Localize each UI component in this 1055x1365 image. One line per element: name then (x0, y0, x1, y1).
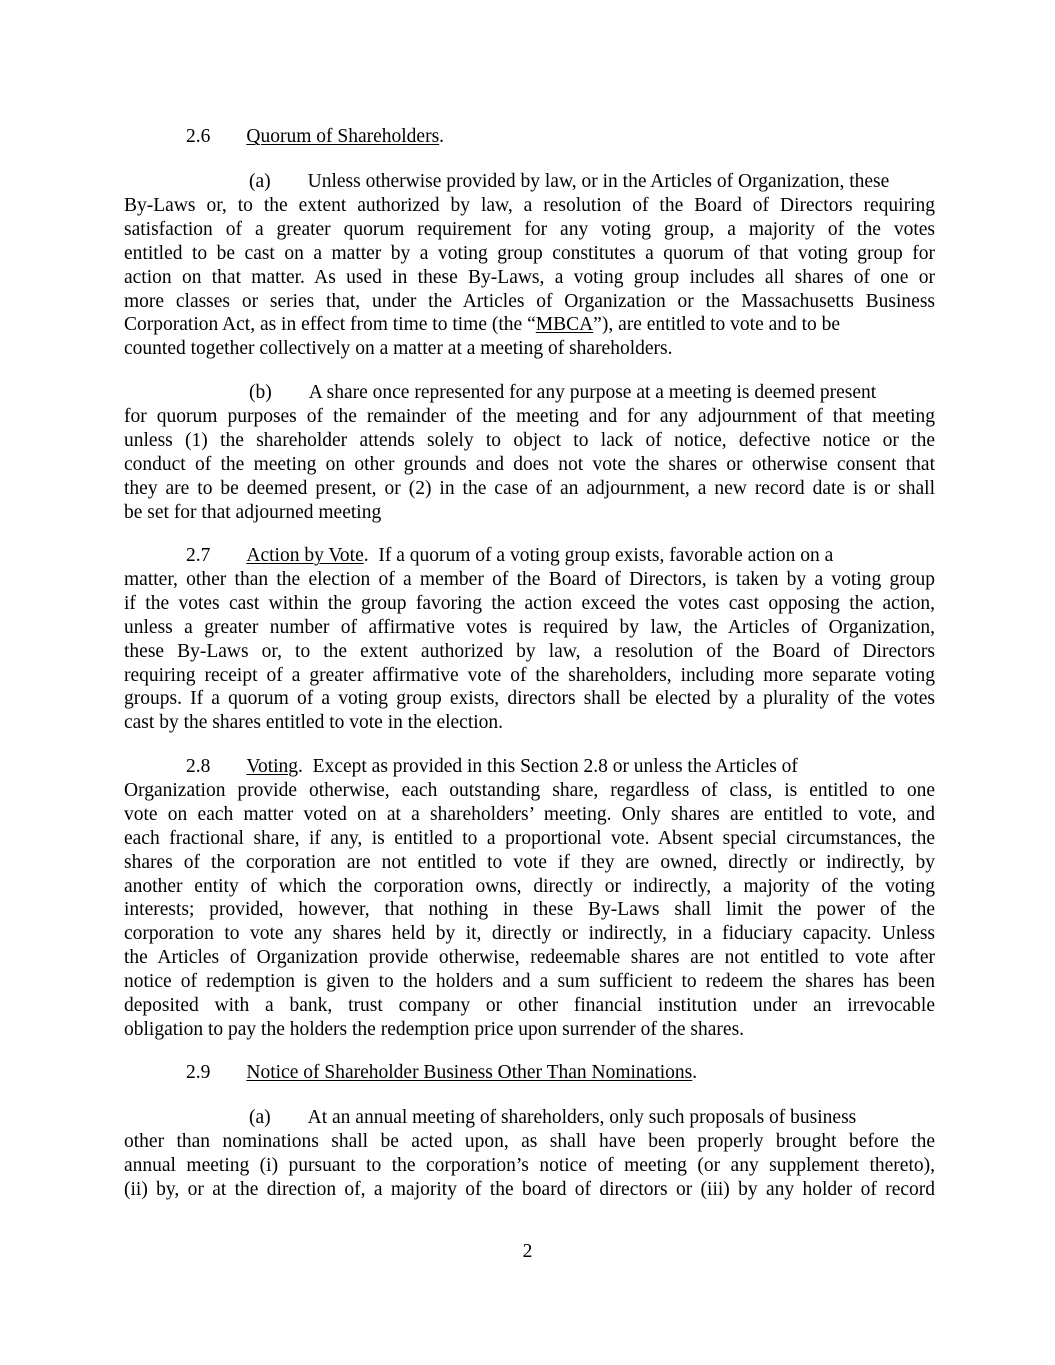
section-2-8 (124, 755, 935, 1042)
paragraph-line: these By-Laws or, to the extent authorized by law, a resolution of the Board of Directors (124, 640, 935, 662)
paragraph-line: other than nominations shall be acted upon, as shall have been properly brought before the (124, 1130, 935, 1152)
paragraph-line: for quorum purposes of the remainder of the meeting and for any adjournment of that meeting (124, 405, 935, 427)
section-title: Voting (246, 756, 299, 777)
paragraph-line: vote on each matter voted on at a shareholders’ meeting. Only shares are entitled to vote, and (124, 803, 935, 825)
subsection-label: (a) (249, 1107, 271, 1128)
paragraph-line: requiring receipt of a greater affirmative vote of the shareholders, including more separate voting (124, 664, 935, 686)
paragraph-line: unless a greater number of affirmative votes is required by law, the Articles of Organization, (124, 616, 935, 638)
paragraph-line: shares of the corporation are not entitled to vote if they are owned, directly or indirectly, by (124, 851, 935, 873)
paragraph-line: Organization provide otherwise, each outstanding share, regardless of class, is entitled to one (124, 779, 935, 801)
paragraph-line: A share once represented for any purpose at a meeting is deemed present (308, 382, 877, 403)
section-number: 2.6 (186, 126, 211, 147)
paragraph-line: unless (1) the shareholder attends solely to object to lack of notice, defective notice or the (124, 429, 935, 451)
paragraph-line: obligation to pay the holders the redemption price upon surrender of the shares. (124, 1018, 745, 1040)
paragraph-line: entitled to be cast on a matter by a voting group constitutes a quorum of that voting group for (124, 242, 935, 264)
paragraph-2-9-a (124, 1106, 935, 1202)
paragraph-line: . If a quorum of a voting group exists, favorable action on a (363, 545, 834, 566)
paragraph-line: counted together collectively on a matter at a meeting of shareholders. (124, 338, 673, 360)
section-title: Notice of Shareholder Business Other Than Nominations (246, 1062, 693, 1083)
paragraph-line: action on that matter. As used in these By-Laws, a voting group includes all shares of one or (124, 266, 935, 288)
paragraph-line: At an annual meeting of shareholders, only such proposals of business (307, 1107, 857, 1128)
paragraph-line: interests; provided, however, that nothing in these By-Laws shall limit the power of the (124, 899, 935, 921)
paragraph-line: each fractional share, if any, is entitled to a proportional vote. Absent special circumstances, the (124, 827, 935, 849)
section-number: 2.7 (186, 545, 211, 566)
section-number: 2.9 (186, 1062, 211, 1083)
section-number: 2.8 (186, 756, 211, 777)
paragraph-line: By-Laws or, to the extent authorized by law, a resolution of the Board of Directors requiring (124, 194, 935, 216)
section-2-7 (124, 544, 935, 735)
paragraph-line: . Except as provided in this Section 2.8 or unless the Articles of (298, 756, 798, 777)
section-title: Action by Vote (246, 545, 364, 566)
paragraph-line: corporation to vote any shares held by it, directly or indirectly, in a fiduciary capacity. Unless (124, 923, 935, 945)
paragraph-line: if the votes cast within the group favoring the action exceed the votes cast opposing the action, (124, 592, 935, 614)
paragraph-line: be set for that adjourned meeting (124, 501, 382, 523)
paragraph-line: cast by the shares entitled to vote in the election. (124, 712, 504, 734)
paragraph-line: more classes or series that, under the Articles of Organization or the Massachusetts Business (124, 290, 935, 312)
page-number: 2 (522, 1241, 533, 1262)
paragraph-line: they are to be deemed present, or (2) in the case of an adjournment, a new record date is or shall (124, 477, 935, 499)
section-title: Quorum of Shareholders (246, 126, 440, 147)
paragraph-line: another entity of which the corporation owns, directly or indirectly, a majority of the voting (124, 875, 935, 897)
section-2-6-heading: 2.6 Quorum of Shareholders. (186, 126, 445, 147)
paragraph-line: notice of redemption is given to the holders and a sum sufficient to redeem the shares has been (124, 971, 935, 993)
paragraph-line: satisfaction of a greater quorum requirement for any voting group, a majority of the votes (124, 218, 935, 240)
subsection-label: (a) (249, 171, 271, 192)
defined-term-mbca: MBCA (535, 314, 594, 336)
paragraph-line: groups. If a quorum of a voting group exists, directors shall be elected by a plurality of the votes (124, 688, 935, 710)
paragraph-2-6-b (124, 381, 935, 524)
paragraph-line: deposited with a bank, trust company or other financial institution under an irrevocable (124, 995, 935, 1017)
section-2-9-heading: 2.9 Notice of Shareholder Business Other Than Nominations. (186, 1062, 698, 1083)
paragraph-2-6-a: (a) Unless otherwise provided by law, or in the Articles of Organization, these By-Laws or, to the extent authorized by law, a resolution of the Board of Directors requiring satisfaction of a greater quorum requirement for any voting group, a majority of the votes entitled to be cast on a matter by a voting group constitutes a quorum of that voting group for action on that matter. As used in these By-Laws, a voting group includes all shares of one or more classes or series that, under the Articles of Organization or the Massachusetts Business Corporation Act, as in effect from time to time (the “MBCA”), are entitled to vote and to be counted together collectively on a matter at a meeting of shareholders. (124, 171, 935, 360)
paragraph-line: matter, other than the election of a member of the Board of Directors, is taken by a voting group (124, 568, 935, 590)
paragraph-line: the Articles of Organization provide otherwise, redeemable shares are not entitled to vote after (124, 947, 935, 969)
subsection-label: (b) (249, 382, 272, 403)
paragraph-line: annual meeting (i) pursuant to the corporation’s notice of meeting (or any supplement thereto), (124, 1154, 935, 1176)
paragraph-line: Unless otherwise provided by law, or in the Articles of Organization, these (307, 171, 890, 192)
paragraph-line: conduct of the meeting on other grounds and does not vote the shares or otherwise consent that (124, 453, 935, 475)
paragraph-line: (ii) by, or at the direction of, a majority of the board of directors or (iii) by any holder of record (124, 1178, 935, 1200)
